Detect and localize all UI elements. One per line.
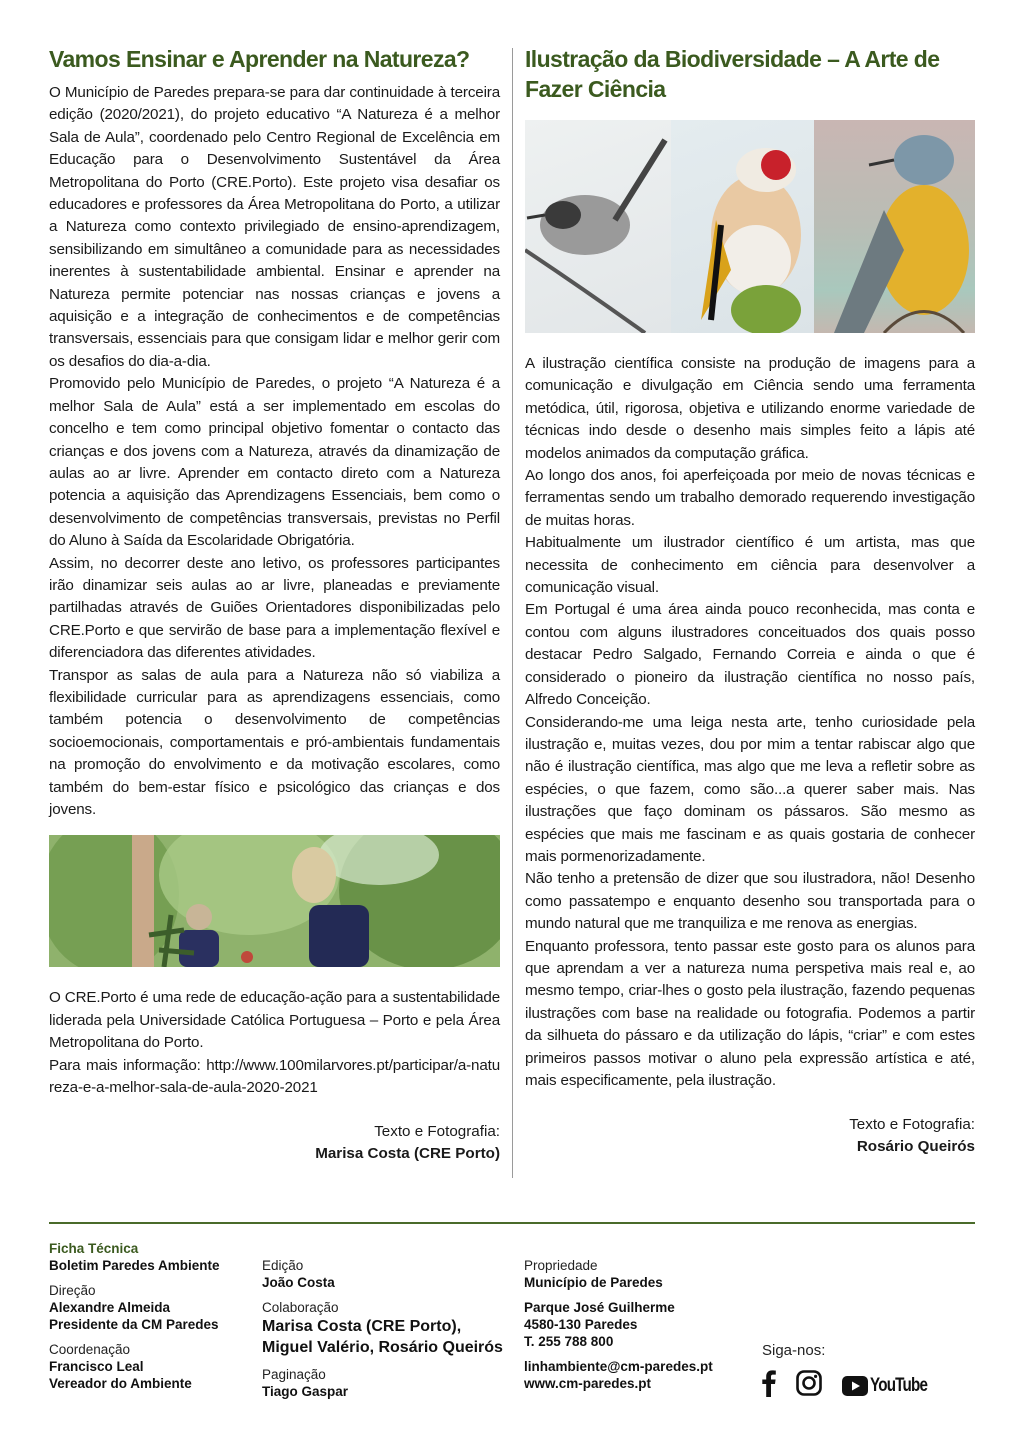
info-link[interactable]: Para mais informação: http://www.100milarvores.pt/participar/a-natureza-e-a-melhor-sala-de-aula-2020-2021 [49, 1056, 500, 1097]
footer-column-1 [49, 1240, 249, 1400]
footer-column-3 [524, 1257, 764, 1400]
colaboracao-line-2: Miguel Valério, Rosário Queirós [262, 1339, 503, 1356]
left-article-body [49, 82, 500, 821]
phone-number: T. 255 788 800 [524, 1334, 614, 1349]
social-label: Siga-nos: [762, 1342, 826, 1359]
edicao-name: João Costa [262, 1275, 335, 1290]
credit-label: Texto e Fotografia: [374, 1123, 500, 1141]
propriedade-name: Município de Paredes [524, 1275, 663, 1290]
coordenacao-label: Coordenação [49, 1342, 131, 1357]
ficha-tecnica-label: Ficha Técnica [49, 1241, 139, 1256]
direcao-name: Alexandre Almeida [49, 1300, 171, 1315]
youtube-wordmark: YouTube [870, 1374, 928, 1396]
credit-label: Texto e Fotografia: [849, 1116, 975, 1134]
left-credit [49, 1121, 500, 1165]
paragraph: Em Portugal é uma área ainda pouco reconhecida, mas conta e contou com alguns ilustradores conceituados dos quais posso destacar Pedro Salgado, Fernando Correia e ainda o que é considerado o pioneiro da ilustração científica no nosso país, Alfredo Conceição. [525, 601, 975, 709]
colaboracao-label: Colaboração [262, 1300, 339, 1315]
left-article-title: Vamos Ensinar e Aprender na Natureza? [49, 46, 470, 72]
outdoor-photo-illustration [49, 835, 500, 967]
paragraph: Considerando-me uma leiga nesta arte, tenho curiosidade pela ilustração e, muitas vezes, dou por mim a tentar rabiscar algo que não é ilustração científica, mas algo que me leva a refletir sobre as espécies, o que fazem, como são...a querer saber mais. Nas ilustrações que faço dominam os pássaros. São mesmo as espécies que mais me fascinam e as quais gostaria de conhecer mais pormenorizadamente. [525, 713, 975, 865]
social-links [762, 1342, 941, 1402]
website-link[interactable]: www.cm-paredes.pt [524, 1376, 652, 1391]
credit-name: Marisa Costa (CRE Porto) [315, 1145, 500, 1163]
address-line-1: Parque José Guilherme [524, 1300, 675, 1315]
paragraph: O CRE.Porto é uma rede de educação-ação para a sustentabilidade liderada pela Universidade Católica Portuguesa – Porto e pela Área Metropolitana do Porto. [49, 989, 500, 1052]
goldfinch-drawing [671, 120, 814, 333]
paragraph: Não tenho a pretensão de dizer que sou ilustradora, não! Desenho como passatempo e enquanto desenho sou transportada para o mundo natural que me tranquiliza e me renova as energias. [525, 870, 975, 933]
direcao-label: Direção [49, 1283, 96, 1298]
publication-name: Boletim Paredes Ambiente [49, 1258, 220, 1273]
right-article-title: Ilustração da Biodiversidade – A Arte de Fazer Ciência [525, 46, 940, 102]
wagtail-drawing [814, 120, 975, 333]
facebook-icon[interactable] [762, 1369, 776, 1402]
right-article-body [525, 353, 975, 1092]
paragraph: Assim, no decorrer deste ano letivo, os professores participantes irão dinamizar seis aulas ao ar livre, planeadas e previamente partilhadas através de Guiões Orientadores disponibilizadas pelo CRE.Porto e que servirão de base para a implementação flexível e diferenciadora das diferentes atividades. [49, 554, 500, 662]
right-article [525, 44, 975, 1158]
bird-illustrations [525, 120, 975, 333]
coordenacao-name: Francisco Leal [49, 1359, 144, 1374]
paragraph: O Município de Paredes prepara-se para dar continuidade à terceira edição (2020/2021), do projeto educativo “A Natureza é a melhor Sala de Aula”, coordenado pelo Centro Regional de Excelência em Educação para o Desenvolvimento Sustentável da Área Metropolitana do Porto (CRE.Porto). Este projeto visa desafiar os educadores e professores da Área Metropolitana do Porto, a utilizar a Natureza como contexto privilegiado de ensino-aprendizagem, sensibilizando em simultâneo a comunidade para as necessidades inerentes à sustentabilidade ambiental. Ensinar e aprender na Natureza permite potenciar nas nossas crianças e jovens a aquisição e a integração de conhecimentos e de competências transversais, essenciais para que consigam lidar e melhor gerir com os desafios do dia-a-dia. [49, 84, 500, 370]
direcao-role: Presidente da CM Paredes [49, 1317, 219, 1332]
left-article-footer-text [49, 987, 500, 1099]
left-article [49, 44, 500, 1165]
credit-name: Rosário Queirós [856, 1138, 975, 1156]
right-credit [525, 1114, 975, 1158]
paragraph: Promovido pelo Município de Paredes, o projeto “A Natureza é a melhor Sala de Aula” está a ser implementado em escolas do concelho e tem como principal objetivo fomentar o contacto das crianças e dos jovens com a Natureza, através da dinamização de aulas ao ar livre. Aprender em contacto direto com a Natureza potencia a aquisição das Aprendizagens Essenciais, bem como o desenvolvimento de competências transversais, previstas no Perfil do Aluno à Saída da Escolaridade Obrigatória. [49, 375, 500, 550]
coordenacao-role: Vereador do Ambiente [49, 1376, 192, 1391]
paragraph: Enquanto professora, tento passar este gosto para os alunos para que aprendam a ver a natureza numa perspetiva mais real e, ao mesmo tempo, criar-lhes o gosto pela ilustração, fazendo pequenas ilustrações com base na realidade ou fotografia. Podemos a partir da silhueta do pássaro e da utilização do lápis, “criar” e com estes primeiros passos motivar o aluno pela expressão artística e até, mais especificamente, pela ilustração. [525, 937, 975, 1089]
paginacao-label: Paginação [262, 1367, 326, 1382]
paragraph: Habitualmente um ilustrador científico é um artista, mas que necessita de conhecimento em ciência para desenvolver a comunicação visual. [525, 534, 975, 597]
edicao-label: Edição [262, 1258, 304, 1273]
propriedade-label: Propriedade [524, 1258, 598, 1273]
paginacao-name: Tiago Gaspar [262, 1384, 349, 1399]
pencil-bird-drawing [525, 120, 671, 333]
paragraph: Transpor as salas de aula para a Natureza não só viabiliza a flexibilidade curricular para as aprendizagens essenciais, como também potencia o desenvolvimento de competências socioemocionais, comportamentais e pró-ambientais fundamentais na promoção do envolvimento e da motivação escolares, como também do bem-estar físico e psicológico das crianças e dos jovens. [49, 666, 500, 818]
paragraph: A ilustração científica consiste na produção de imagens para a comunicação e divulgação em Ciência sendo uma ferramenta metódica, útil, rigorosa, objetiva e utilizando enorme variedade de técnicas indo desde o desenho mais simples feito a lápis até modelos animados da computação gráfica. [525, 355, 975, 462]
outdoor-class-photo [49, 835, 500, 967]
colaboracao-line-1: Marisa Costa (CRE Porto), [262, 1318, 462, 1335]
youtube-icon[interactable] [842, 1375, 941, 1397]
footer-divider [49, 1222, 975, 1224]
email-link[interactable]: linhambiente@cm-paredes.pt [524, 1359, 713, 1374]
column-divider [512, 48, 513, 1178]
paragraph: Ao longo dos anos, foi aperfeiçoada por meio de novas técnicas e ferramentas sendo um trabalho demorado requerendo investigação de muitas horas. [525, 467, 975, 529]
footer-column-2 [262, 1257, 512, 1408]
address-line-2: 4580-130 Paredes [524, 1317, 638, 1332]
instagram-icon[interactable] [796, 1370, 822, 1401]
